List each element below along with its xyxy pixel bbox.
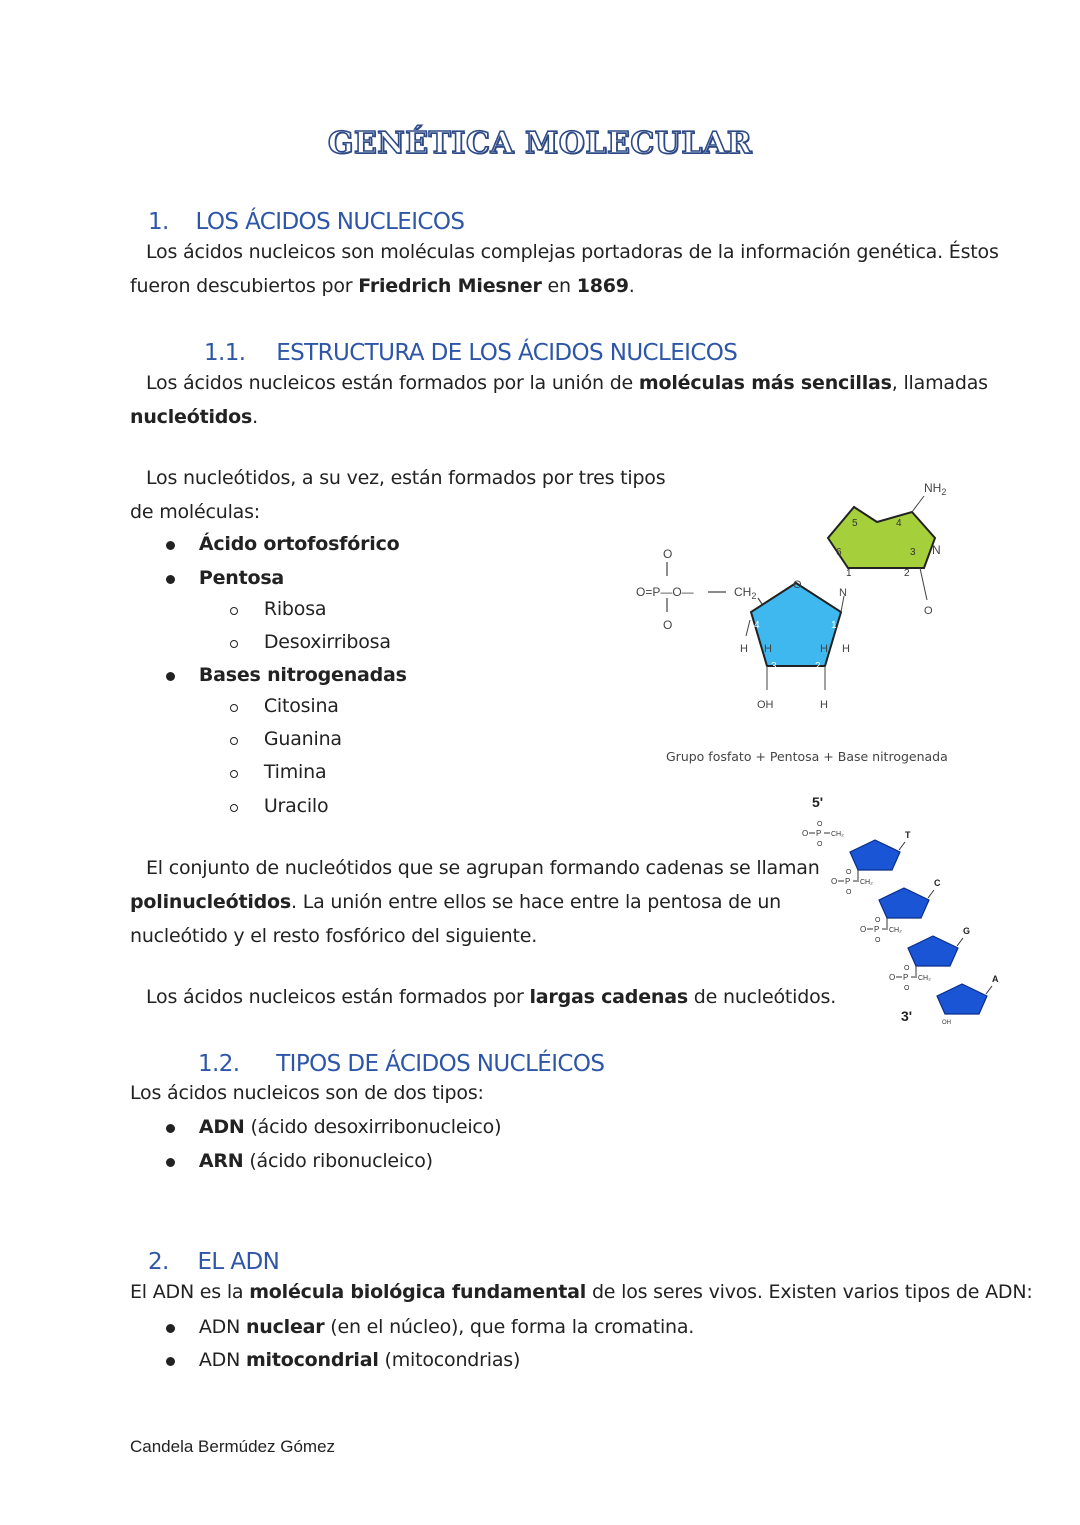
ring-oxygen-label: O bbox=[793, 579, 802, 591]
section-1-2-heading bbox=[198, 1051, 604, 1077]
list-item-label: (en el núcleo), que forma la cromatina. bbox=[324, 1316, 695, 1338]
oxygen-label: O bbox=[802, 829, 809, 838]
list-item bbox=[166, 1116, 501, 1138]
ring-number: 2 bbox=[904, 568, 910, 579]
bold-text: nuclear bbox=[245, 1316, 325, 1338]
bold-text: 1869 bbox=[576, 275, 629, 297]
paragraph-text: Los ácidos nucleicos están formados por bbox=[146, 986, 530, 1008]
ch2-label: CH₂ bbox=[860, 879, 873, 886]
oxygen-label: O bbox=[817, 841, 823, 848]
oxygen-label: O bbox=[817, 821, 823, 828]
section-number: 1.2. bbox=[198, 1051, 240, 1077]
amino-label: $NH_2$ bbox=[924, 481, 947, 497]
hydroxyl-label: OH bbox=[757, 699, 774, 711]
bold-text: largas cadenas bbox=[529, 986, 688, 1008]
list-item-label: Pentosa bbox=[198, 567, 285, 589]
ch2-label: CH₂ bbox=[918, 975, 931, 982]
bond-line bbox=[920, 568, 927, 600]
oxygen-label: O bbox=[831, 877, 838, 886]
bold-text: Friedrich Miesner bbox=[358, 275, 542, 297]
ring-number: 1 bbox=[846, 568, 852, 579]
phosphorus-label: P bbox=[845, 877, 851, 886]
list-item bbox=[166, 533, 400, 555]
paragraph-text: . bbox=[628, 275, 635, 297]
paragraph-text: nucleótido y el resto fosfórico del siguiente. bbox=[130, 925, 538, 947]
circle-bullet-icon bbox=[230, 737, 238, 745]
oxygen-label: O bbox=[860, 925, 867, 934]
oxygen-label: O bbox=[875, 917, 881, 924]
base-letter: T bbox=[905, 830, 911, 840]
nitrogen-label: N bbox=[932, 543, 941, 557]
diagram-caption: Grupo fosfato + Pentosa + Base nitrogenada bbox=[666, 749, 948, 764]
paragraph bbox=[146, 462, 665, 496]
pentose-ring bbox=[879, 888, 929, 918]
list-item-label: Citosina bbox=[263, 695, 339, 717]
paragraph bbox=[130, 1276, 1033, 1310]
oxygen-label: O bbox=[924, 605, 933, 617]
paragraph-text: El conjunto de nucleótidos que se agrupan formando cadenas se llaman bbox=[146, 857, 820, 879]
paragraph-text: Los ácidos nucleicos son de dos tipos: bbox=[130, 1082, 484, 1104]
hydrogen-label: H bbox=[764, 643, 772, 655]
list-item bbox=[166, 1150, 433, 1172]
bullet-icon bbox=[166, 1124, 175, 1133]
circle-bullet-icon bbox=[230, 804, 238, 812]
hydrogen-label: H bbox=[740, 643, 748, 655]
bullet-icon bbox=[166, 575, 175, 584]
oxygen-label: O bbox=[846, 869, 852, 876]
paragraph-text: de los seres vivos. Existen varios tipos de ADN: bbox=[586, 1281, 1033, 1303]
list-item bbox=[166, 664, 407, 686]
bond-line bbox=[928, 890, 934, 898]
circle-bullet-icon bbox=[230, 770, 238, 778]
list-item-label: (mitocondrias) bbox=[378, 1349, 521, 1371]
section-title: EL ADN bbox=[197, 1249, 280, 1275]
section-number: 1. bbox=[148, 209, 169, 235]
paragraph bbox=[146, 981, 836, 1015]
paragraph-text: en bbox=[541, 275, 577, 297]
list-item-label: Desoxirribosa bbox=[263, 631, 391, 653]
oxygen-label: O bbox=[663, 618, 673, 632]
paragraph-text: Los nucleótidos, a su vez, están formados por tres tipos bbox=[146, 467, 666, 489]
paragraph-text: . bbox=[252, 406, 258, 428]
hydroxyl-label: OH bbox=[942, 1020, 951, 1026]
three-prime-label: 3' bbox=[901, 1008, 913, 1024]
base-letter: C bbox=[934, 878, 941, 888]
sub-list-item bbox=[230, 795, 328, 817]
five-prime-label: 5' bbox=[812, 794, 824, 810]
pentose-ring bbox=[937, 984, 987, 1014]
bold-text: nucleótidos bbox=[130, 406, 253, 428]
list-item-label: Guanina bbox=[263, 728, 342, 750]
hydrogen-label: H bbox=[820, 643, 828, 655]
paragraph bbox=[130, 496, 260, 530]
base-letter: A bbox=[992, 974, 999, 984]
paragraph bbox=[130, 886, 781, 920]
bond-line bbox=[746, 620, 750, 636]
bond-line bbox=[957, 938, 963, 946]
circle-bullet-icon bbox=[230, 607, 238, 615]
list-item bbox=[166, 567, 284, 589]
phosphorus-label: P bbox=[816, 829, 822, 838]
bond-line bbox=[986, 986, 992, 994]
bullet-icon bbox=[166, 1158, 175, 1167]
list-item bbox=[166, 1316, 694, 1338]
paragraph bbox=[146, 367, 988, 401]
bond-line bbox=[899, 842, 905, 850]
section-number: 2. bbox=[148, 1249, 169, 1275]
phosphorus-label: P bbox=[874, 925, 880, 934]
bold-text: mitocondrial bbox=[245, 1349, 379, 1371]
oxygen-label: O bbox=[846, 889, 852, 896]
section-1-heading bbox=[148, 209, 464, 235]
hydrogen-label: H bbox=[820, 699, 828, 711]
ring-number: 3 bbox=[910, 547, 916, 558]
list-item-label: (ácido desoxirribonucleico) bbox=[244, 1116, 502, 1138]
sub-list-item bbox=[230, 631, 391, 653]
carbon-number: 1 bbox=[831, 620, 837, 631]
bullet-icon bbox=[166, 1357, 175, 1366]
paragraph bbox=[146, 236, 999, 270]
pentose-ring bbox=[850, 840, 900, 870]
author-footer: Candela Bermúdez Gómez bbox=[130, 1437, 336, 1456]
carbon-number: 4 bbox=[754, 620, 760, 631]
pentose-ring bbox=[908, 936, 958, 966]
base-ring bbox=[828, 507, 935, 568]
section-title: TIPOS DE ÁCIDOS NUCLÉICOS bbox=[276, 1051, 605, 1077]
sub-list-item bbox=[230, 598, 326, 620]
paragraph bbox=[130, 401, 258, 435]
section-1-1-heading bbox=[204, 340, 737, 366]
page-title: GENÉTICA MOLECULAR bbox=[327, 126, 753, 161]
oxygen-label: O bbox=[904, 985, 910, 992]
bond-line bbox=[912, 496, 924, 512]
paragraph-text: El ADN es la bbox=[130, 1281, 250, 1303]
bold-text: polinucleótidos bbox=[130, 891, 292, 913]
paragraph-text: Los ácidos nucleicos están formados por la unión de bbox=[146, 372, 639, 394]
paragraph-text: Los ácidos nucleicos son moléculas complejas portadoras de la información genética. Éstos bbox=[146, 241, 999, 263]
sub-list-item bbox=[230, 728, 342, 750]
section-2-heading bbox=[148, 1249, 279, 1275]
paragraph bbox=[130, 920, 537, 954]
paragraph bbox=[130, 1077, 484, 1111]
circle-bullet-icon bbox=[230, 704, 238, 712]
hydrogen-label: H bbox=[842, 643, 850, 655]
oxygen-label: O bbox=[904, 965, 910, 972]
paragraph-text: de moléculas: bbox=[130, 501, 261, 523]
sub-list-item bbox=[230, 695, 339, 717]
paragraph-text: fueron descubiertos por bbox=[130, 275, 359, 297]
list-item bbox=[166, 1349, 520, 1371]
ch2-label: CH₂ bbox=[889, 927, 902, 934]
list-item-label: Bases nitrogenadas bbox=[198, 664, 407, 686]
oxygen-label: O bbox=[663, 547, 673, 561]
oxygen-label: O bbox=[889, 973, 896, 982]
bold-text: molécula biológica fundamental bbox=[249, 1281, 587, 1303]
bold-text: moléculas más sencillas bbox=[638, 372, 892, 394]
section-title: ESTRUCTURA DE LOS ÁCIDOS NUCLEICOS bbox=[276, 340, 738, 366]
list-item-label: (ácido ribonucleico) bbox=[243, 1150, 433, 1172]
ring-number: 5 bbox=[852, 518, 858, 529]
phosphate-label: O=P—O— bbox=[636, 585, 694, 599]
bold-text: ARN bbox=[198, 1150, 244, 1172]
oxygen-label: O bbox=[875, 937, 881, 944]
ch2-label: CH₂ bbox=[831, 831, 844, 838]
list-item-label: ADN bbox=[198, 1316, 246, 1338]
list-item-label: ADN bbox=[198, 1349, 246, 1371]
bullet-icon bbox=[166, 1324, 175, 1333]
paragraph-text: de nucleótidos. bbox=[687, 986, 837, 1008]
phosphorus-label: P bbox=[903, 973, 909, 982]
section-title: LOS ÁCIDOS NUCLEICOS bbox=[195, 209, 465, 235]
paragraph-text: , llamadas bbox=[891, 372, 988, 394]
base-letter: G bbox=[963, 926, 971, 936]
nitrogen-label: N bbox=[839, 587, 847, 599]
ch2-label: $CH_2$ bbox=[734, 585, 757, 601]
paragraph bbox=[146, 852, 820, 886]
bullet-icon bbox=[166, 672, 175, 681]
ring-number: 6 bbox=[836, 547, 842, 558]
list-item-label: Ribosa bbox=[263, 598, 327, 620]
circle-bullet-icon bbox=[230, 640, 238, 648]
section-number: 1.1. bbox=[204, 340, 246, 366]
sub-list-item bbox=[230, 761, 326, 783]
ring-number: 4 bbox=[896, 518, 902, 529]
paragraph bbox=[130, 270, 635, 304]
bullet-icon bbox=[166, 541, 175, 550]
carbon-number: 3 bbox=[771, 661, 777, 672]
list-item-label: Timina bbox=[263, 761, 327, 783]
list-item-label: Ácido ortofosfórico bbox=[198, 533, 400, 555]
nucleotide-diagram bbox=[630, 470, 960, 725]
bold-text: ADN bbox=[198, 1116, 245, 1138]
list-item-label: Uracilo bbox=[263, 795, 329, 817]
paragraph-text: . La unión entre ellos se hace entre la pentosa de un bbox=[291, 891, 782, 913]
carbon-number: 2 bbox=[815, 661, 821, 672]
